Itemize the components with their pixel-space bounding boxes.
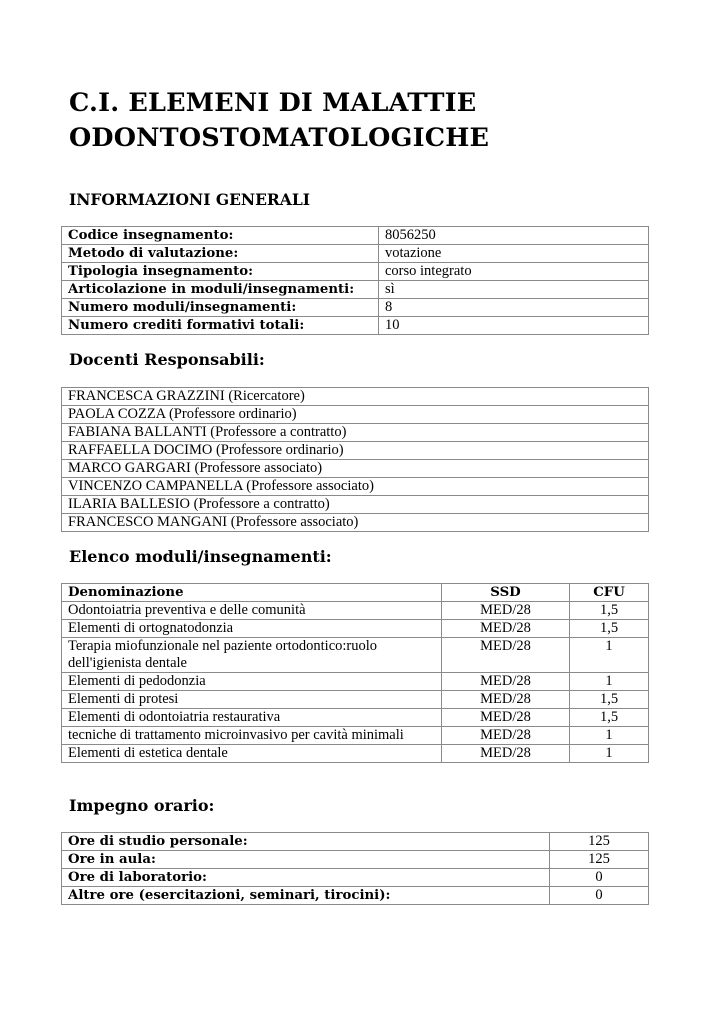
docente-row — [62, 478, 649, 496]
modulo-row — [62, 602, 649, 620]
modulo-cfu: 1 — [570, 745, 649, 763]
header-denominazione: Denominazione — [62, 584, 442, 602]
document-title: C.I. ELEMENI DI MALATTIE ODONTOSTOMATOLOGICHE — [69, 88, 490, 153]
docente-name: FRANCESCO MANGANI (Professore associato) — [62, 514, 649, 532]
modulo-ssd: MED/28 — [442, 638, 570, 673]
impegno-row — [62, 851, 649, 869]
info-value: 10 — [379, 317, 649, 335]
docenti-heading: Docenti Responsabili: — [69, 350, 265, 369]
docente-name: MARCO GARGARI (Professore associato) — [62, 460, 649, 478]
impegno-value: 125 — [550, 851, 649, 869]
docente-row — [62, 406, 649, 424]
impegno-label: Ore di studio personale: — [62, 833, 550, 851]
impegno-value: 0 — [550, 869, 649, 887]
moduli-header-row — [62, 584, 649, 602]
modulo-cfu: 1 — [570, 673, 649, 691]
info-heading: INFORMAZIONI GENERALI — [69, 190, 310, 209]
modulo-row — [62, 638, 649, 673]
modulo-row — [62, 691, 649, 709]
impegno-row — [62, 833, 649, 851]
docente-name: ILARIA BALLESIO (Professore a contratto) — [62, 496, 649, 514]
info-label: Tipologia insegnamento: — [62, 263, 379, 281]
impegno-row — [62, 869, 649, 887]
docente-row — [62, 514, 649, 532]
impegno-table — [61, 832, 649, 905]
info-row — [62, 227, 649, 245]
moduli-heading: Elenco moduli/insegnamenti: — [69, 547, 332, 566]
modulo-row — [62, 745, 649, 763]
docente-name: PAOLA COZZA (Professore ordinario) — [62, 406, 649, 424]
info-label: Codice insegnamento: — [62, 227, 379, 245]
modulo-ssd: MED/28 — [442, 727, 570, 745]
modulo-cfu: 1,5 — [570, 620, 649, 638]
modulo-name: Elementi di pedodonzia — [62, 673, 442, 691]
docente-row — [62, 496, 649, 514]
info-value: sì — [379, 281, 649, 299]
info-value: 8 — [379, 299, 649, 317]
modulo-row — [62, 620, 649, 638]
modulo-ssd: MED/28 — [442, 709, 570, 727]
docente-name: VINCENZO CAMPANELLA (Professore associato) — [62, 478, 649, 496]
modulo-ssd: MED/28 — [442, 691, 570, 709]
modulo-name: Elementi di odontoiatria restaurativa — [62, 709, 442, 727]
docente-row — [62, 424, 649, 442]
impegno-value: 0 — [550, 887, 649, 905]
docente-name: RAFFAELLA DOCIMO (Professore ordinario) — [62, 442, 649, 460]
modulo-name: Terapia miofunzionale nel paziente ortodontico:ruolo dell'igienista dentale — [62, 638, 442, 673]
info-value: 8056250 — [379, 227, 649, 245]
impegno-row — [62, 887, 649, 905]
impegno-label: Ore di laboratorio: — [62, 869, 550, 887]
impegno-label: Altre ore (esercitazioni, seminari, tirocini): — [62, 887, 550, 905]
info-table — [61, 226, 649, 335]
docente-row — [62, 442, 649, 460]
info-label: Numero moduli/insegnamenti: — [62, 299, 379, 317]
info-value: corso integrato — [379, 263, 649, 281]
impegno-value: 125 — [550, 833, 649, 851]
info-row — [62, 281, 649, 299]
modulo-ssd: MED/28 — [442, 602, 570, 620]
modulo-name: Elementi di ortognatodonzia — [62, 620, 442, 638]
info-row — [62, 317, 649, 335]
modulo-row — [62, 727, 649, 745]
modulo-ssd: MED/28 — [442, 620, 570, 638]
modulo-name: Elementi di protesi — [62, 691, 442, 709]
header-ssd: SSD — [442, 584, 570, 602]
info-label: Numero crediti formativi totali: — [62, 317, 379, 335]
info-label: Articolazione in moduli/insegnamenti: — [62, 281, 379, 299]
modulo-row — [62, 673, 649, 691]
info-label: Metodo di valutazione: — [62, 245, 379, 263]
impegno-label: Ore in aula: — [62, 851, 550, 869]
docente-name: FABIANA BALLANTI (Professore a contratto) — [62, 424, 649, 442]
moduli-table — [61, 583, 649, 763]
modulo-cfu: 1 — [570, 727, 649, 745]
info-value: votazione — [379, 245, 649, 263]
modulo-cfu: 1 — [570, 638, 649, 673]
modulo-name: Odontoiatria preventiva e delle comunità — [62, 602, 442, 620]
modulo-cfu: 1,5 — [570, 709, 649, 727]
docente-row — [62, 388, 649, 406]
docenti-table — [61, 387, 649, 532]
docente-name: FRANCESCA GRAZZINI (Ricercatore) — [62, 388, 649, 406]
modulo-name: tecniche di trattamento microinvasivo per cavità minimali — [62, 727, 442, 745]
modulo-ssd: MED/28 — [442, 673, 570, 691]
modulo-cfu: 1,5 — [570, 691, 649, 709]
header-cfu: CFU — [570, 584, 649, 602]
info-row — [62, 263, 649, 281]
modulo-name: Elementi di estetica dentale — [62, 745, 442, 763]
info-row — [62, 299, 649, 317]
modulo-ssd: MED/28 — [442, 745, 570, 763]
impegno-heading: Impegno orario: — [69, 796, 215, 815]
docente-row — [62, 460, 649, 478]
modulo-row — [62, 709, 649, 727]
modulo-cfu: 1,5 — [570, 602, 649, 620]
info-row — [62, 245, 649, 263]
